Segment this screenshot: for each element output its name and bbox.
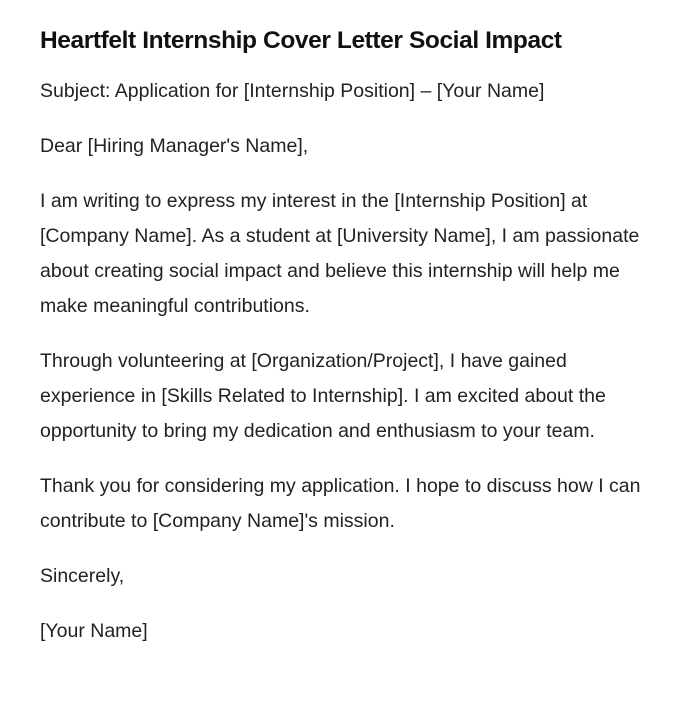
body-paragraph-experience: Through volunteering at [Organization/Project], I have gained experience in [Skills Related to Internship]. I am excited about the opportunity to bring my dedication and enthusiasm to your team. xyxy=(40,350,606,442)
closing: Sincerely, xyxy=(40,565,125,587)
body-paragraph-intro: I am writing to express my interest in the [Internship Position] at [Company Name]. As a student at [University Name], I am passionate about creating social impact and believe this internship will help me make meaningful contributions. xyxy=(40,190,640,317)
subject-line: Subject: Application for [Internship Position] – [Your Name] xyxy=(40,80,545,102)
signature: [Your Name] xyxy=(40,620,148,642)
salutation: Dear [Hiring Manager's Name], xyxy=(40,135,309,157)
body-paragraph-thanks: Thank you for considering my application. I hope to discuss how I can contribute to [Company Name]'s mission. xyxy=(40,475,641,532)
document-title: Heartfelt Internship Cover Letter Social Impact xyxy=(40,27,562,54)
